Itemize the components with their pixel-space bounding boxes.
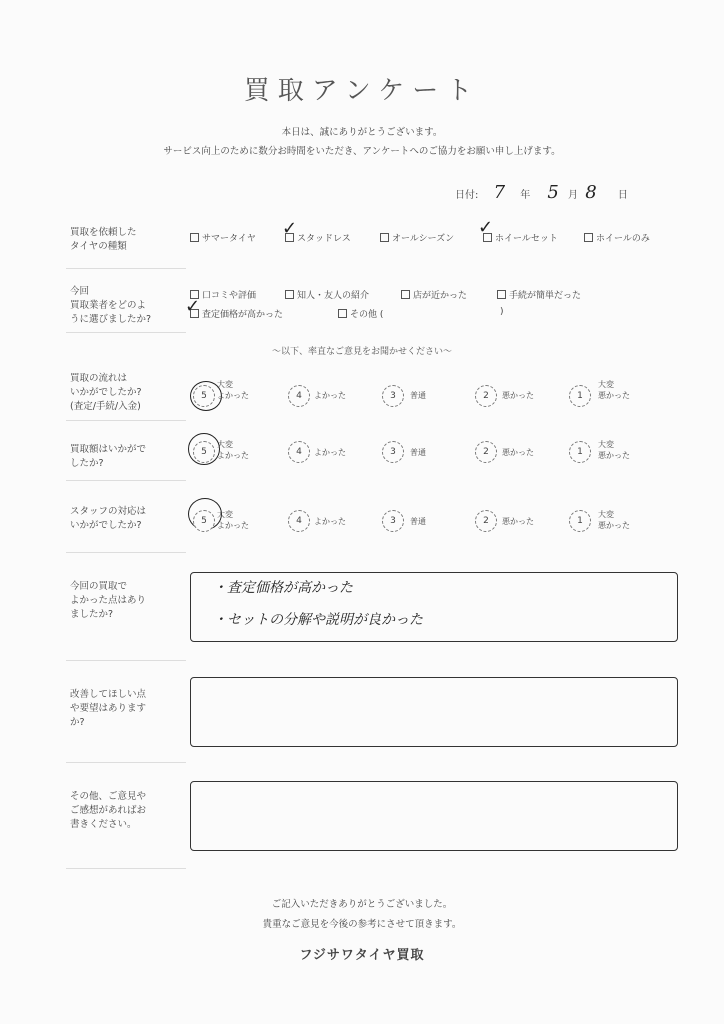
rating-5-label: 大変 よかった xyxy=(217,440,249,460)
rating-5[interactable]: 5 xyxy=(193,385,215,407)
rating-5-label: 大変 よかった xyxy=(217,510,249,530)
rating-1[interactable]: 1 xyxy=(569,510,591,532)
option-summer-tire[interactable]: サマータイヤ xyxy=(190,231,256,244)
rating-3-label: 普通 xyxy=(410,448,426,457)
date-row xyxy=(455,182,628,203)
date-year-label: 年 xyxy=(520,190,531,201)
rating-4[interactable]: 4 xyxy=(288,510,310,532)
rating-4-label: よかった xyxy=(314,391,346,400)
q7-label: 改善してほしい点 や要望はあります か? xyxy=(70,689,147,728)
rating-1[interactable]: 1 xyxy=(569,385,591,407)
option-reviews[interactable]: 口コミや評価 xyxy=(190,288,256,301)
checkbox[interactable] xyxy=(401,290,410,299)
rating-2[interactable]: 2 xyxy=(475,510,497,532)
option-nearby[interactable]: 店が近かった xyxy=(401,288,467,301)
rating-1-label: 大変 悪かった xyxy=(598,510,630,530)
checkbox[interactable] xyxy=(497,290,506,299)
divider xyxy=(66,552,186,553)
option-studless[interactable]: スタッドレス xyxy=(285,231,351,244)
divider xyxy=(66,480,186,481)
option-easy-procedure[interactable]: 手続が簡単だった xyxy=(497,288,581,301)
rating-3[interactable]: 3 xyxy=(382,510,404,532)
date-day-label: 日 xyxy=(617,190,628,201)
rating-4-label: よかった xyxy=(314,517,346,526)
option-high-price[interactable]: 査定価格が高かった xyxy=(190,307,283,320)
date-year-value[interactable]: 7 xyxy=(493,182,506,203)
rating-1-label: 大変 悪かった xyxy=(598,440,630,460)
footer-thanks: ご記入いただきありがとうございました。 xyxy=(271,899,453,910)
q3-label: 買取の流れは いかがでしたか? (査定/手続/入金) xyxy=(70,373,142,412)
rating-3-label: 普通 xyxy=(410,391,426,400)
checkbox[interactable] xyxy=(380,233,389,242)
option-referral[interactable]: 知人・友人の紹介 xyxy=(285,288,369,301)
rating-3[interactable]: 3 xyxy=(382,441,404,463)
divider xyxy=(66,868,186,869)
good-points-answer-2: ・セットの分解や説明が良かった xyxy=(213,612,423,628)
option-wheel-only[interactable]: ホイールのみ xyxy=(584,231,650,244)
page-title: 買取アンケート xyxy=(243,76,481,106)
date-month-value[interactable]: 5 xyxy=(547,182,559,203)
checkmark-icon: ✓ xyxy=(478,217,494,238)
checkmark-icon: ✓ xyxy=(282,218,298,239)
date-label: 日付: xyxy=(455,190,479,201)
rating-2-label: 悪かった xyxy=(502,448,534,457)
checkbox[interactable] xyxy=(190,233,199,242)
rating-2[interactable]: 2 xyxy=(475,441,497,463)
option-wheel-set[interactable]: ホイールセット xyxy=(483,231,558,244)
rating-2[interactable]: 2 xyxy=(475,385,497,407)
rating-4-label: よかった xyxy=(314,448,346,457)
divider xyxy=(66,660,186,661)
checkbox[interactable] xyxy=(285,290,294,299)
good-points-answer-1: ・査定価格が高かった xyxy=(213,580,353,596)
good-points-textarea[interactable] xyxy=(190,572,678,642)
rating-4[interactable]: 4 xyxy=(288,441,310,463)
company-name: フジサワタイヤ買取 xyxy=(299,948,425,963)
rating-3[interactable]: 3 xyxy=(382,385,404,407)
rating-2-label: 悪かった xyxy=(502,517,534,526)
checkbox[interactable] xyxy=(584,233,593,242)
checkbox[interactable] xyxy=(338,309,347,318)
q1-label: 買取を依頼した タイヤの種類 xyxy=(70,227,137,252)
rating-5[interactable]: 5 xyxy=(193,441,215,463)
q2-label: 今回 買取業者をどのよ うに選びましたか? xyxy=(70,286,152,325)
divider xyxy=(66,268,186,269)
improvement-textarea[interactable] xyxy=(190,677,678,747)
option-other[interactable]: その他 ( xyxy=(338,307,383,320)
divider xyxy=(66,762,186,763)
divider xyxy=(66,420,186,421)
rating-5[interactable]: 5 xyxy=(193,510,215,532)
q6-label: 今回の買取で よかった点はあり ましたか? xyxy=(70,581,147,620)
q5-label: スタッフの対応は いかがでしたか? xyxy=(70,506,147,531)
rating-2-label: 悪かった xyxy=(502,391,534,400)
checkmark-icon: ✓ xyxy=(185,296,201,317)
date-day-value[interactable]: 8 xyxy=(585,182,597,203)
intro-line-1: 本日は、誠にありがとうございます。 xyxy=(281,127,443,138)
rating-1-label: 大変 悪かった xyxy=(598,380,630,400)
section-separator: 〜以下、率直なご意見をお聞かせください〜 xyxy=(271,347,452,357)
option-all-season[interactable]: オールシーズン xyxy=(380,231,454,244)
comments-textarea[interactable] xyxy=(190,781,678,851)
rating-1[interactable]: 1 xyxy=(569,441,591,463)
rating-5-label: 大変 よかった xyxy=(217,380,249,400)
intro-line-2: サービス向上のために数分お時間をいただき、アンケートへのご協力をお願い申し上げます。 xyxy=(163,146,561,157)
rating-3-label: 普通 xyxy=(410,517,426,526)
q4-label: 買取額はいかがで したか? xyxy=(70,444,147,469)
date-month-label: 月 xyxy=(568,190,579,201)
rating-4[interactable]: 4 xyxy=(288,385,310,407)
footer-note: 貴重なご意見を今後の参考にさせて頂きます。 xyxy=(262,919,462,930)
other-close-paren: ) xyxy=(500,307,504,317)
q8-label: その他、ご意見や ご感想があればお 書きください。 xyxy=(70,791,147,830)
divider xyxy=(66,332,186,333)
